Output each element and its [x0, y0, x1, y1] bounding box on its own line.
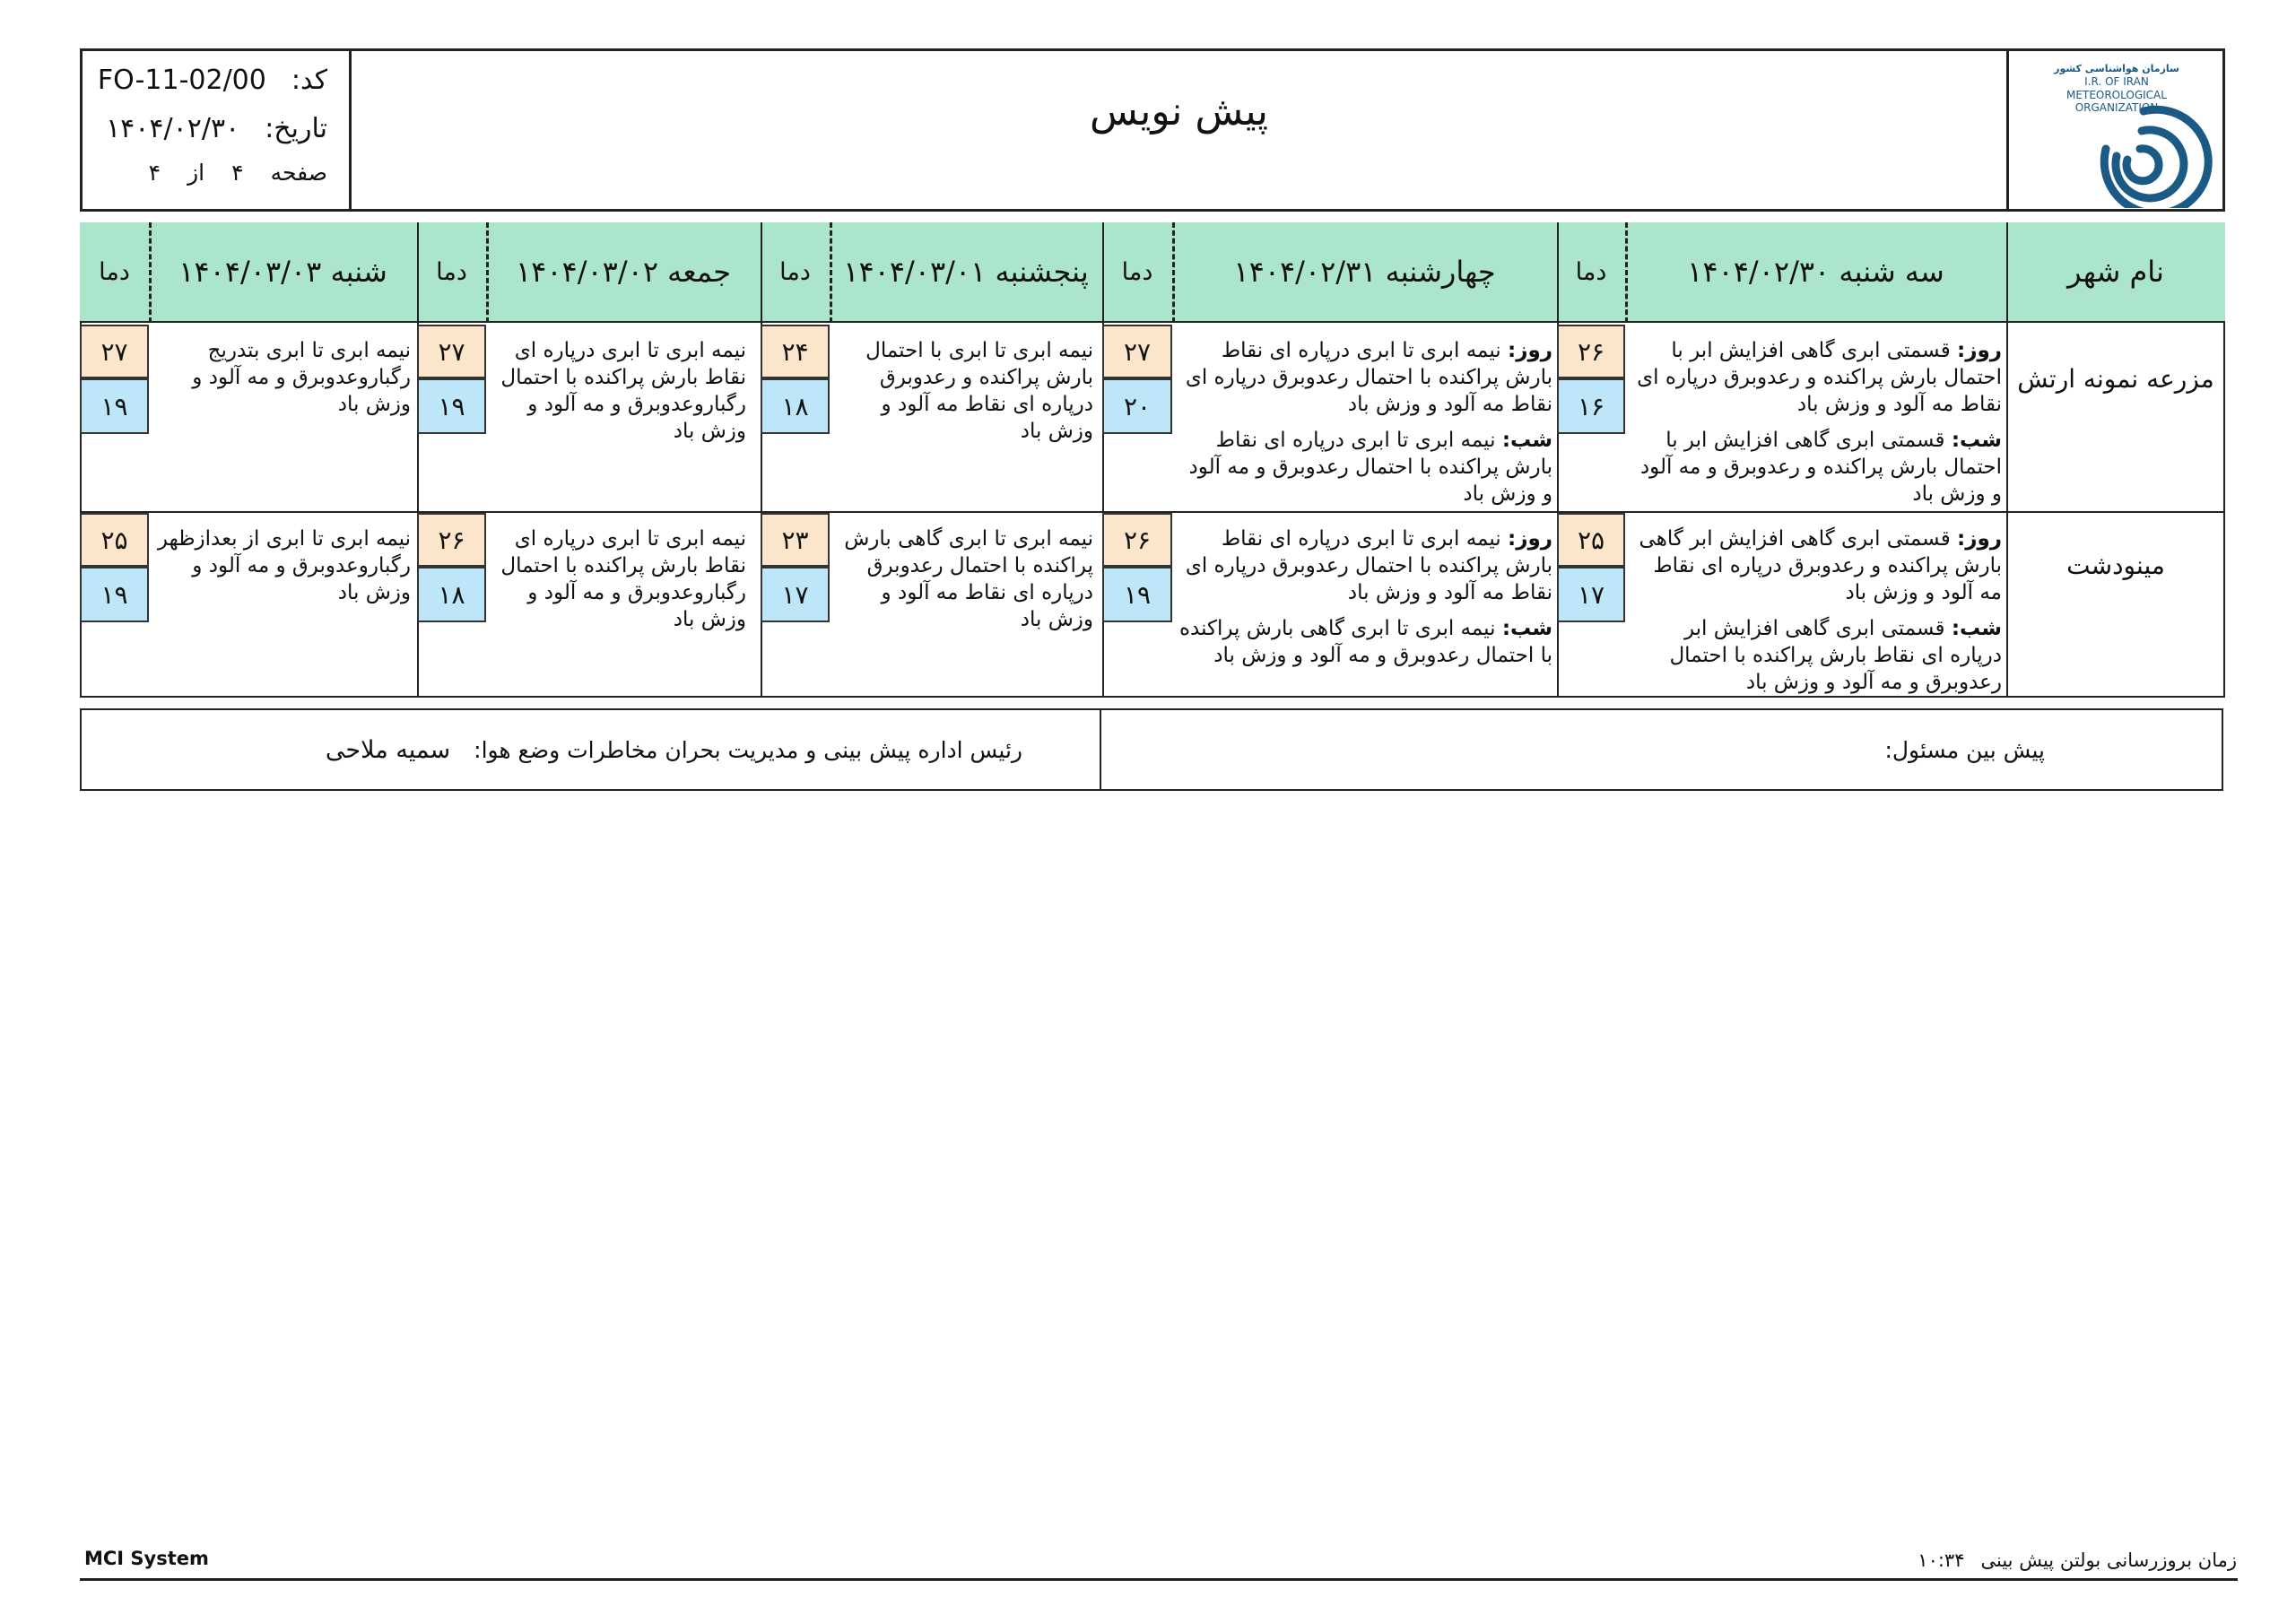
code-value: FO-11-02/00 [97, 65, 266, 96]
day-label: روز: [1957, 339, 2002, 362]
temp-header-0: دما [1557, 222, 1625, 323]
col-divider [417, 222, 419, 698]
city-header: نام شهر [2006, 222, 2225, 323]
page-label: صفحه [270, 160, 327, 186]
temp-max: ۲۵ [1557, 513, 1625, 567]
temp-min: ۱۹ [80, 567, 149, 622]
forecast-text: نیمه ابری تا ابری گاهی بارش پراکنده با احتمال رعدوبرق درپاره ای نقاط مه آلود و وزش باد [844, 527, 1093, 631]
day-header-4: شنبه ۱۴۰۴/۰۳/۰۳ [149, 222, 417, 323]
temp-max: ۲۷ [1102, 325, 1172, 378]
forecast-text: نیمه ابری تا ابری درپاره ای نقاط بارش پراکنده با احتمال رعدوبرق درپاره ای نقاط مه آلود و وزش باد [1185, 339, 1552, 416]
day-label: روز: [1508, 527, 1552, 551]
day-header-3: جمعه ۱۴۰۴/۰۳/۰۲ [486, 222, 761, 323]
forecast-night-text [1176, 427, 1552, 508]
temp-max: ۲۷ [417, 325, 486, 378]
head-label: رئیس اداره پیش بینی و مدیریت بحران مخاطرات وضع هوا: [474, 736, 1022, 763]
date-row [106, 113, 327, 144]
day-label: روز: [1957, 527, 2002, 551]
day-header-2: پنجشنبه ۱۴۰۴/۰۳/۰۱ [830, 222, 1102, 323]
night-label: شب: [1501, 429, 1552, 452]
document-meta [80, 48, 352, 212]
col-divider [1102, 222, 1104, 698]
forecast-text: قسمتی ابری گاهی افزایش ابر با احتمال بارش پراکنده و رعدوبرق و مه آلود و وزش باد [1639, 429, 2002, 506]
temp-header-2: دما [761, 222, 830, 323]
temp-min: ۱۹ [80, 378, 149, 434]
forecast-night-text [1176, 615, 1552, 669]
temp-min: ۱۹ [1102, 567, 1172, 622]
temp-max: ۲۶ [1557, 325, 1625, 378]
page-title: پیش نویس [1090, 88, 1268, 135]
svg-text:سازمان هواشناسی کشور: سازمان هواشناسی کشور [2054, 63, 2179, 74]
update-label: زمان بروزرسانی بولتن پیش بینی [1980, 1549, 2237, 1571]
forecast-text: قسمتی ابری گاهی افزایش ابر درپاره ای نقاط بارش پراکنده با احتمال رعدوبرق و مه آلود و وزش باد [1669, 617, 2002, 694]
svg-text:METEOROLOGICAL: METEOROLOGICAL [2066, 89, 2167, 101]
temp-max: ۲۶ [417, 513, 486, 567]
svg-text:ORGANIZATION: ORGANIZATION [2074, 101, 2159, 114]
temp-max: ۲۵ [80, 513, 149, 567]
night-label: شب: [1501, 617, 1552, 640]
logo-cell [2006, 48, 2225, 212]
signature-divider [1100, 708, 1101, 791]
forecast-day-text [1627, 525, 2002, 606]
forecast-day-text [1176, 525, 1552, 606]
day-label: روز: [1508, 339, 1552, 362]
dashed-divider [1625, 222, 1628, 323]
day-header-1: چهارشنبه ۱۴۰۴/۰۲/۳۱ [1172, 222, 1557, 323]
temp-header-3: دما [417, 222, 486, 323]
temp-min: ۲۰ [1102, 378, 1172, 434]
col-divider [2006, 222, 2008, 698]
temp-header-1: دما [1102, 222, 1172, 323]
day-header-0: سه شنبه ۱۴۰۴/۰۲/۳۰ [1625, 222, 2006, 323]
code-row [98, 65, 327, 96]
temp-min: ۱۷ [761, 567, 830, 622]
date-value: ۱۴۰۴/۰۲/۳۰ [106, 113, 240, 144]
update-time: ۱۰:۳۴ [1918, 1549, 1965, 1571]
temp-min: ۱۸ [761, 378, 830, 434]
dashed-divider [830, 222, 832, 323]
forecast-text: نیمه ابری تا ابری درپاره ای نقاط بارش پراکنده با احتمال رگباروعدوبرق و مه آلود و وزش باد [500, 527, 746, 631]
head-name: سمیه ملاحی [325, 735, 451, 764]
forecast-text: نیمه ابری تا ابری از بعدازظهر رگباروعدوبرق و مه آلود و وزش باد [157, 527, 411, 604]
temp-min: ۱۹ [417, 378, 486, 434]
forecast-day-text [1627, 337, 2002, 418]
page-of: از [187, 160, 205, 186]
code-label: کد: [291, 65, 327, 96]
temp-header-4: دما [80, 222, 149, 323]
forecast-text: نیمه ابری تا ابری با احتمال بارش پراکنده و رعدوبرق درپاره ای نقاط مه آلود و وزش باد [865, 339, 1093, 443]
night-label: شب: [1951, 429, 2002, 452]
forecast-text: نیمه ابری تا ابری گاهی بارش پراکنده با احتمال رعدوبرق و مه آلود و وزش باد [1178, 617, 1552, 667]
dashed-divider [149, 222, 152, 323]
forecaster-label: پیش بین مسئول: [1884, 736, 2045, 763]
col-divider [761, 222, 762, 698]
temp-min: ۱۸ [417, 567, 486, 622]
temp-max: ۲۶ [1102, 513, 1172, 567]
temp-max: ۲۷ [80, 325, 149, 378]
dashed-divider [1172, 222, 1175, 323]
forecast-text: قسمتی ابری گاهی افزایش ابر با احتمال بارش پراکنده و رعدوبرق درپاره ای نقاط مه آلود و وزش باد [1637, 339, 2002, 416]
page-current: ۴ [231, 160, 244, 186]
forecast-night-text [1627, 615, 2002, 696]
forecast-text: قسمتی ابری گاهی افزایش ابر گاهی بارش پراکنده و رعدوبرق درپاره ای نقاط مه آلود و وزش باد [1639, 527, 2002, 604]
temp-min: ۱۶ [1557, 378, 1625, 434]
system-name: MCI System [84, 1548, 209, 1569]
temp-min: ۱۷ [1557, 567, 1625, 622]
city-name: مینودشت [2066, 550, 2165, 580]
date-label: تاریخ: [265, 113, 327, 144]
temp-max: ۲۴ [761, 325, 830, 378]
dashed-divider [486, 222, 489, 323]
forecast-text: نیمه ابری تا ابری درپاره ای نقاط بارش پراکنده با احتمال رعدوبرق و مه آلود و وزش باد [1188, 429, 1552, 506]
forecast-day-text [1176, 337, 1552, 418]
temp-max: ۲۳ [761, 513, 830, 567]
forecast-text: نیمه ابری تا ابری درپاره ای نقاط بارش پراکنده با احتمال رعدوبرق درپاره ای نقاط مه آلود و وزش باد [1185, 527, 1552, 604]
update-time-row [1918, 1549, 2237, 1571]
head-signature [108, 708, 1022, 791]
night-label: شب: [1951, 617, 2002, 640]
forecast-text: نیمه ابری تا ابری درپاره ای نقاط بارش پراکنده با احتمال رگباروعدوبرق و مه آلود و وزش باد [500, 339, 746, 443]
page-total: ۴ [148, 160, 161, 186]
meteorological-organization-logo-icon [2009, 48, 2224, 208]
page-row [149, 160, 327, 186]
svg-text:I.R. OF IRAN: I.R. OF IRAN [2084, 75, 2149, 88]
footer-line [80, 1578, 2238, 1581]
forecast-text: نیمه ابری تا ابری بتدریج رگباروعدوبرق و مه آلود و وزش باد [192, 339, 411, 416]
city-name: مزرعه نمونه ارتش [2017, 363, 2214, 394]
forecast-night-text [1627, 427, 2002, 508]
col-divider [1557, 222, 1559, 698]
